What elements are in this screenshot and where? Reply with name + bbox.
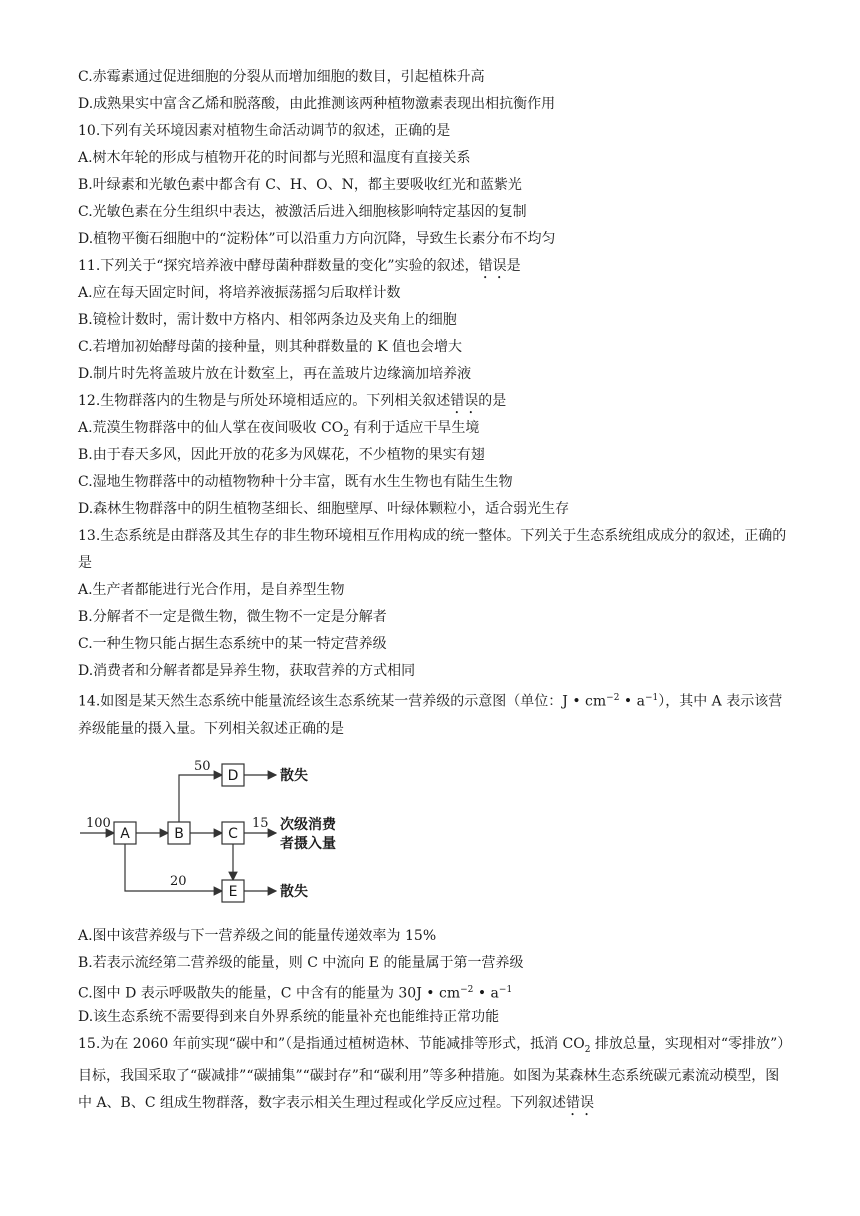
q12-stem-emphasis: 错误	[450, 393, 479, 409]
q15-stem-text: 15.为在 2060 年前实现“碳中和”（是指通过植树造林、节能减排等形式，抵消 CO	[78, 1035, 585, 1052]
q12-option-a-text: A.荒漠生物群落中的仙人掌在夜间吸收 CO	[78, 420, 344, 436]
q10-option-c: C.光敏色素在分生组织中表达，被激活后进入细胞核影响特定基因的复制	[78, 204, 527, 220]
q12-option-a-end: 有利于适应干旱生境	[348, 420, 480, 436]
q11-option-b: B.镜检计数时，需计数中方格内、相邻两条边及夹角上的细胞	[78, 312, 457, 328]
q13-stem: 13.生态系统是由群落及其生存的非生物环境相互作用构成的统一整体。下列关于生态系统组成成分的叙述，正确的是	[78, 528, 787, 571]
q12-stem-text: 12.生物群落内的生物是与所处环境相适应的。下列相关叙述	[78, 393, 451, 409]
q14-option-b: B.若表示流经第二营养级的能量，则 C 中流向 E 的能量属于第一营养级	[78, 954, 524, 971]
q14-option-c-text: C.图中 D 表示呼吸散失的能量，C 中含有的能量为 30J • cm	[78, 985, 461, 1002]
q12-option-a	[78, 415, 790, 442]
arrow-b-to-d	[179, 775, 222, 822]
q14-stem-text: 14.如图是某天然生态系统中能量流经该生态系统某一营养级的示意图（单位：J • cm	[78, 693, 607, 710]
q15-stem-body: 排放总量，实现相对“零排放”）目标，我国采取了“碳减排”“碳捕集”“碳封存”和“碳利用”等多种措施。如图为某森林生态系统碳元素流动模型，图中 A、B、C 组成生物群落，数字表示相关生理过程或化学反应过程。下列叙述	[78, 1035, 785, 1112]
q14-option-c-mid: • a	[473, 985, 499, 1002]
q14-option-a: A.图中该营养级与下一营养级之间的能量传递效率为 15%	[78, 927, 437, 944]
node-c-label: C	[228, 825, 238, 842]
q15-stem	[78, 1031, 790, 1120]
node-a-label: A	[120, 825, 130, 842]
q12-stem	[78, 388, 790, 415]
q10-stem: 10.下列有关环境因素对植物生命活动调节的叙述，正确的是	[78, 123, 451, 139]
q10-option-d: D.植物平衡石细胞中的“淀粉体”可以沿重力方向沉降，导致生长素分布不均匀	[78, 231, 556, 247]
q9-option-c: C.赤霉素通过促进细胞的分裂从而增加细胞的数目，引起植株升高	[78, 69, 485, 85]
c-out-value: 15	[252, 815, 269, 831]
e-loss-label: 散失	[280, 883, 308, 900]
q14-option-c	[78, 977, 790, 1004]
d-loss-label: 散失	[280, 767, 308, 784]
q13-option-d: D.消费者和分解者都是异养生物，获取营养的方式相同	[78, 663, 416, 679]
b-to-d-value: 50	[194, 758, 211, 774]
q14-option-c-sup1: −2	[460, 984, 474, 995]
a-to-e-value: 20	[170, 873, 187, 889]
q14-stem-sup2: −1	[644, 693, 659, 703]
q11-stem-end: 是	[506, 258, 521, 274]
q11-stem-emphasis: 错误	[478, 258, 507, 274]
q12-option-c: C.湿地生物群落中的动植物物种十分丰富，既有水生生物也有陆生生物	[78, 474, 513, 490]
q14-stem-end: ），其中 A 表示该营养级能量的摄入量。下列相关叙述正确的是	[78, 693, 783, 737]
exam-page	[78, 64, 790, 1119]
q11-option-c: C.若增加初始酵母菌的接种量，则其种群数量的 K 值也会增大	[78, 339, 463, 355]
q11-stem	[78, 253, 790, 280]
q14-stem-mid: • a	[619, 693, 645, 710]
q11-stem-text: 11.下列关于“探究培养液中酵母菌种群数量的变化”实验的叙述，	[78, 258, 479, 274]
q9-option-d: D.成熟果实中富含乙烯和脱落酸，由此推测该两种植物激素表现出相抗衡作用	[78, 96, 556, 112]
q12-option-b: B.由于春天多风，因此开放的花多为风媒花，不少植物的果实有翅	[78, 447, 485, 463]
q10-option-b: B.叶绿素和光敏色素中都含有 C、H、O、N，都主要吸收红光和蓝紫光	[78, 177, 522, 193]
energy-flow-diagram	[78, 751, 790, 919]
node-d-label: D	[227, 767, 239, 784]
q12-stem-end: 的是	[478, 393, 507, 409]
q10-option-a: A.树木年轮的形成与植物开花的时间都与光照和温度有直接关系	[78, 150, 471, 166]
energy-flow-svg	[78, 751, 378, 919]
q15-stem-sub: 2	[584, 1044, 591, 1055]
q13-option-c: C.一种生物只能占据生态系统中的某一特定营养级	[78, 636, 387, 652]
node-b-label: B	[174, 825, 184, 842]
c-consumer-label-1: 次级消费	[280, 816, 336, 833]
q14-option-d: D.该生态系统不需要得到来自外界系统的能量补充也能维持正常功能	[78, 1008, 500, 1025]
q14-stem-sup1: −2	[606, 693, 620, 703]
node-e-label: E	[228, 883, 238, 900]
q11-option-a: A.应在每天固定时间，将培养液振荡摇匀后取样计数	[78, 285, 401, 301]
q13-option-a: A.生产者都能进行光合作用，是自养型生物	[78, 582, 345, 598]
q14-stem	[78, 685, 790, 743]
q12-option-d: D.森林生物群落中的阴生植物茎细长、细胞壁厚、叶绿体颗粒小，适合弱光生存	[78, 501, 570, 517]
input-value: 100	[86, 815, 111, 831]
q15-stem-emphasis: 错误	[566, 1095, 595, 1112]
q13-option-b: B.分解者不一定是微生物，微生物不一定是分解者	[78, 609, 387, 625]
q14-option-c-sup2: −1	[498, 984, 513, 995]
q11-option-d: D.制片时先将盖玻片放在计数室上，再在盖玻片边缘滴加培养液	[78, 366, 472, 382]
q12-option-a-sub: 2	[343, 428, 349, 439]
c-consumer-label-2: 者摄入量	[280, 835, 336, 852]
